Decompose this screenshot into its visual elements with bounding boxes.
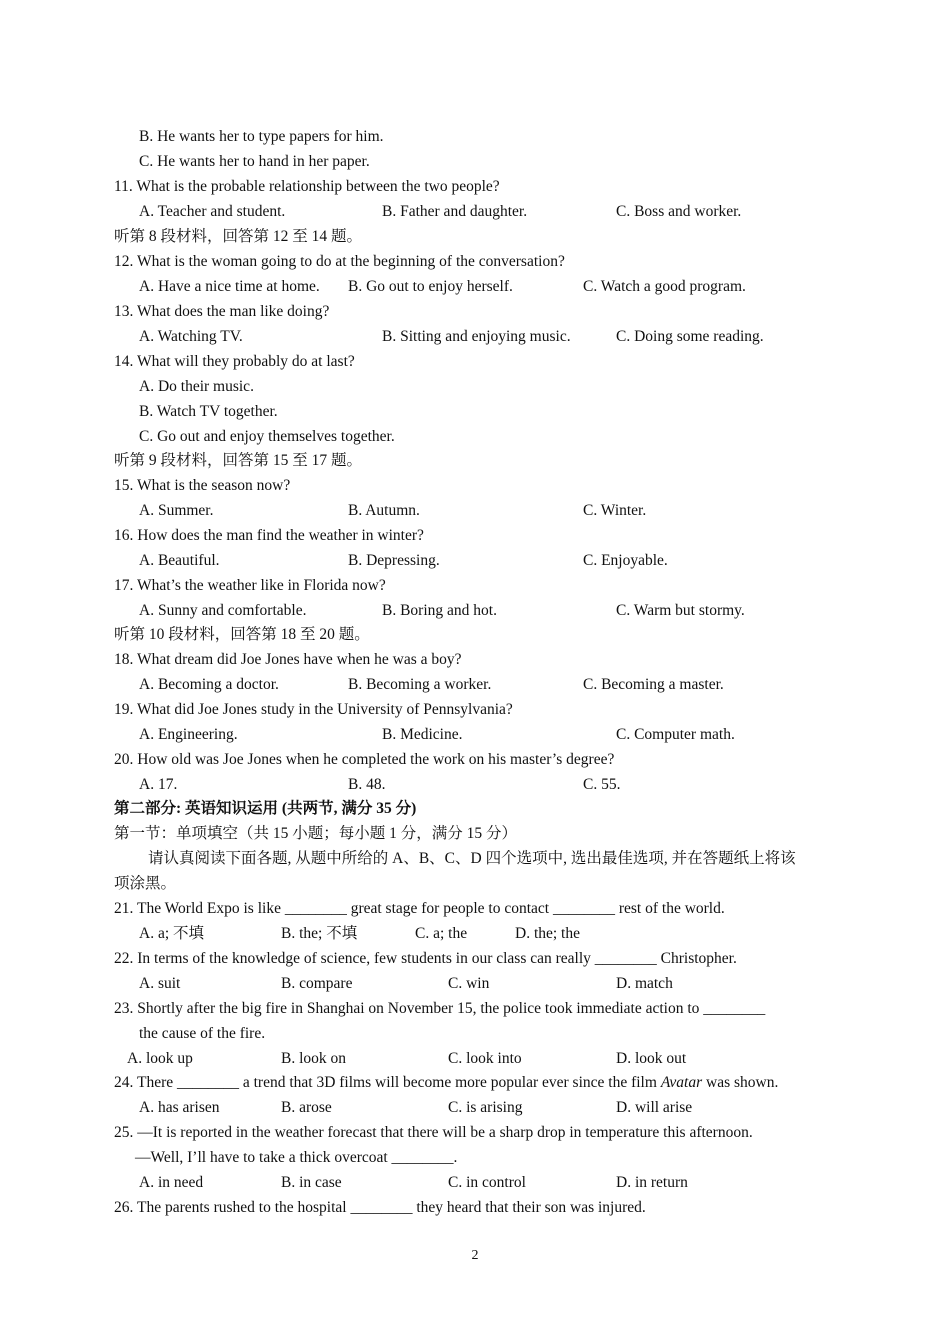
q22-option-c: C. win: [448, 975, 490, 992]
question-25-reply: —Well, I’ll have to take a thick overcoat ________.: [135, 1149, 458, 1166]
question-26: 26. The parents rushed to the hospital ________ they heard that their son was injured.: [114, 1199, 646, 1216]
question-13: 13. What does the man like doing?: [114, 303, 330, 320]
q15-option-a: A. Summer.: [139, 502, 214, 519]
question-24: [114, 1073, 778, 1093]
question-25: 25. —It is reported in the weather forecast that there will be a sharp drop in temperature this afternoon.: [114, 1124, 753, 1141]
question-12: 12. What is the woman going to do at the beginning of the conversation?: [114, 253, 565, 270]
q21-option-a: A. a; 不填: [139, 925, 205, 942]
q11-option-a: A. Teacher and student.: [139, 203, 286, 220]
q12-option-c: C. Watch a good program.: [583, 278, 746, 295]
q18-option-b: B. Becoming a worker.: [348, 676, 492, 693]
q25-option-a: A. in need: [139, 1174, 204, 1191]
q11-option-c: C. Boss and worker.: [616, 203, 742, 220]
q16-option-b: B. Depressing.: [348, 552, 440, 569]
question-21: 21. The World Expo is like ________ great stage for people to contact ________ rest of the world.: [114, 900, 725, 917]
q13-option-a: A. Watching TV.: [139, 328, 243, 345]
q17-option-c: C. Warm but stormy.: [616, 602, 745, 619]
q25-option-b: B. in case: [281, 1174, 342, 1191]
q21-option-c: C. a; the: [415, 925, 468, 942]
q14-option-a: A. Do their music.: [139, 378, 254, 395]
q20-option-b: B. 48.: [348, 776, 386, 793]
q17-option-a: A. Sunny and comfortable.: [139, 602, 307, 619]
q10-option-b: B. He wants her to type papers for him.: [139, 128, 384, 145]
q12-option-a: A. Have a nice time at home.: [139, 278, 320, 295]
q22-option-a: A. suit: [139, 975, 181, 992]
q15-option-b: B. Autumn.: [348, 502, 420, 519]
q13-option-c: C. Doing some reading.: [616, 328, 764, 345]
q15-option-c: C. Winter.: [583, 502, 647, 519]
q14-option-b: B. Watch TV together.: [139, 403, 278, 420]
question-20: 20. How old was Joe Jones when he completed the work on his master’s degree?: [114, 751, 615, 768]
question-15: 15. What is the season now?: [114, 477, 291, 494]
q23-option-a: A. look up: [127, 1050, 193, 1067]
q21-option-d: D. the; the: [515, 925, 580, 942]
q22-option-b: B. compare: [281, 975, 353, 992]
q23-option-d: D. look out: [616, 1050, 687, 1067]
question-24-text-post: was shown.: [702, 1074, 779, 1091]
q11-option-b: B. Father and daughter.: [382, 203, 528, 220]
question-23-continued: the cause of the fire.: [139, 1025, 266, 1042]
section-one-heading: 第一节：单项填空（共 15 小题；每小题 1 分，满分 15 分）: [114, 825, 518, 842]
q19-option-b: B. Medicine.: [382, 726, 463, 743]
q24-option-d: D. will arise: [616, 1099, 693, 1116]
q21-option-b: B. the; 不填: [281, 925, 358, 942]
q10-option-c: C. He wants her to hand in her paper.: [139, 153, 370, 170]
section-header-passage-9: 听第 9 段材料，回答第 15 至 17 题。: [114, 452, 363, 469]
q24-option-c: C. is arising: [448, 1099, 523, 1116]
q25-option-c: C. in control: [448, 1174, 526, 1191]
q24-option-b: B. arose: [281, 1099, 332, 1116]
question-16: 16. How does the man find the weather in winter?: [114, 527, 424, 544]
question-24-text-pre: 24. There ________ a trend that 3D films will become more popular ever since the film: [114, 1074, 661, 1091]
film-title: Avatar: [660, 1074, 703, 1091]
question-11: 11. What is the probable relationship between the two people?: [114, 178, 500, 195]
question-18: 18. What dream did Joe Jones have when he was a boy?: [114, 651, 462, 668]
q16-option-a: A. Beautiful.: [139, 552, 220, 569]
q20-option-a: A. 17.: [139, 776, 178, 793]
q25-option-d: D. in return: [616, 1174, 688, 1191]
q18-option-c: C. Becoming a master.: [583, 676, 724, 693]
page-number: 2: [471, 1248, 479, 1263]
q20-option-c: C. 55.: [583, 776, 621, 793]
question-14: 14. What will they probably do at last?: [114, 353, 355, 370]
q19-option-c: C. Computer math.: [616, 726, 735, 743]
part-two-heading: 第二部分: 英语知识运用 (共两节, 满分 35 分): [114, 800, 417, 817]
q23-option-b: B. look on: [281, 1050, 347, 1067]
question-22: 22. In terms of the knowledge of science, few students in our class can really ________ Christopher.: [114, 950, 737, 967]
instructions-line-2: 项涂黑。: [114, 875, 177, 892]
question-17: 17. What’s the weather like in Florida now?: [114, 577, 386, 594]
q24-option-a: A. has arisen: [139, 1099, 220, 1116]
q22-option-d: D. match: [616, 975, 673, 992]
q19-option-a: A. Engineering.: [139, 726, 238, 743]
question-23: 23. Shortly after the big fire in Shanghai on November 15, the police took immediate action to ________: [114, 1000, 766, 1017]
section-header-passage-10: 听第 10 段材料，回答第 18 至 20 题。: [114, 626, 370, 643]
q13-option-b: B. Sitting and enjoying music.: [382, 328, 571, 345]
question-19: 19. What did Joe Jones study in the University of Pennsylvania?: [114, 701, 513, 718]
q12-option-b: B. Go out to enjoy herself.: [348, 278, 513, 295]
q18-option-a: A. Becoming a doctor.: [139, 676, 279, 693]
q17-option-b: B. Boring and hot.: [382, 602, 497, 619]
section-header-passage-8: 听第 8 段材料，回答第 12 至 14 题。: [114, 228, 363, 245]
q23-option-c: C. look into: [448, 1050, 522, 1067]
q16-option-c: C. Enjoyable.: [583, 552, 668, 569]
q14-option-c: C. Go out and enjoy themselves together.: [139, 428, 395, 445]
instructions-line-1: 请认真阅读下面各题, 从题中所给的 A、B、C、D 四个选项中, 选出最佳选项, 并在答题纸上将该: [148, 850, 796, 867]
